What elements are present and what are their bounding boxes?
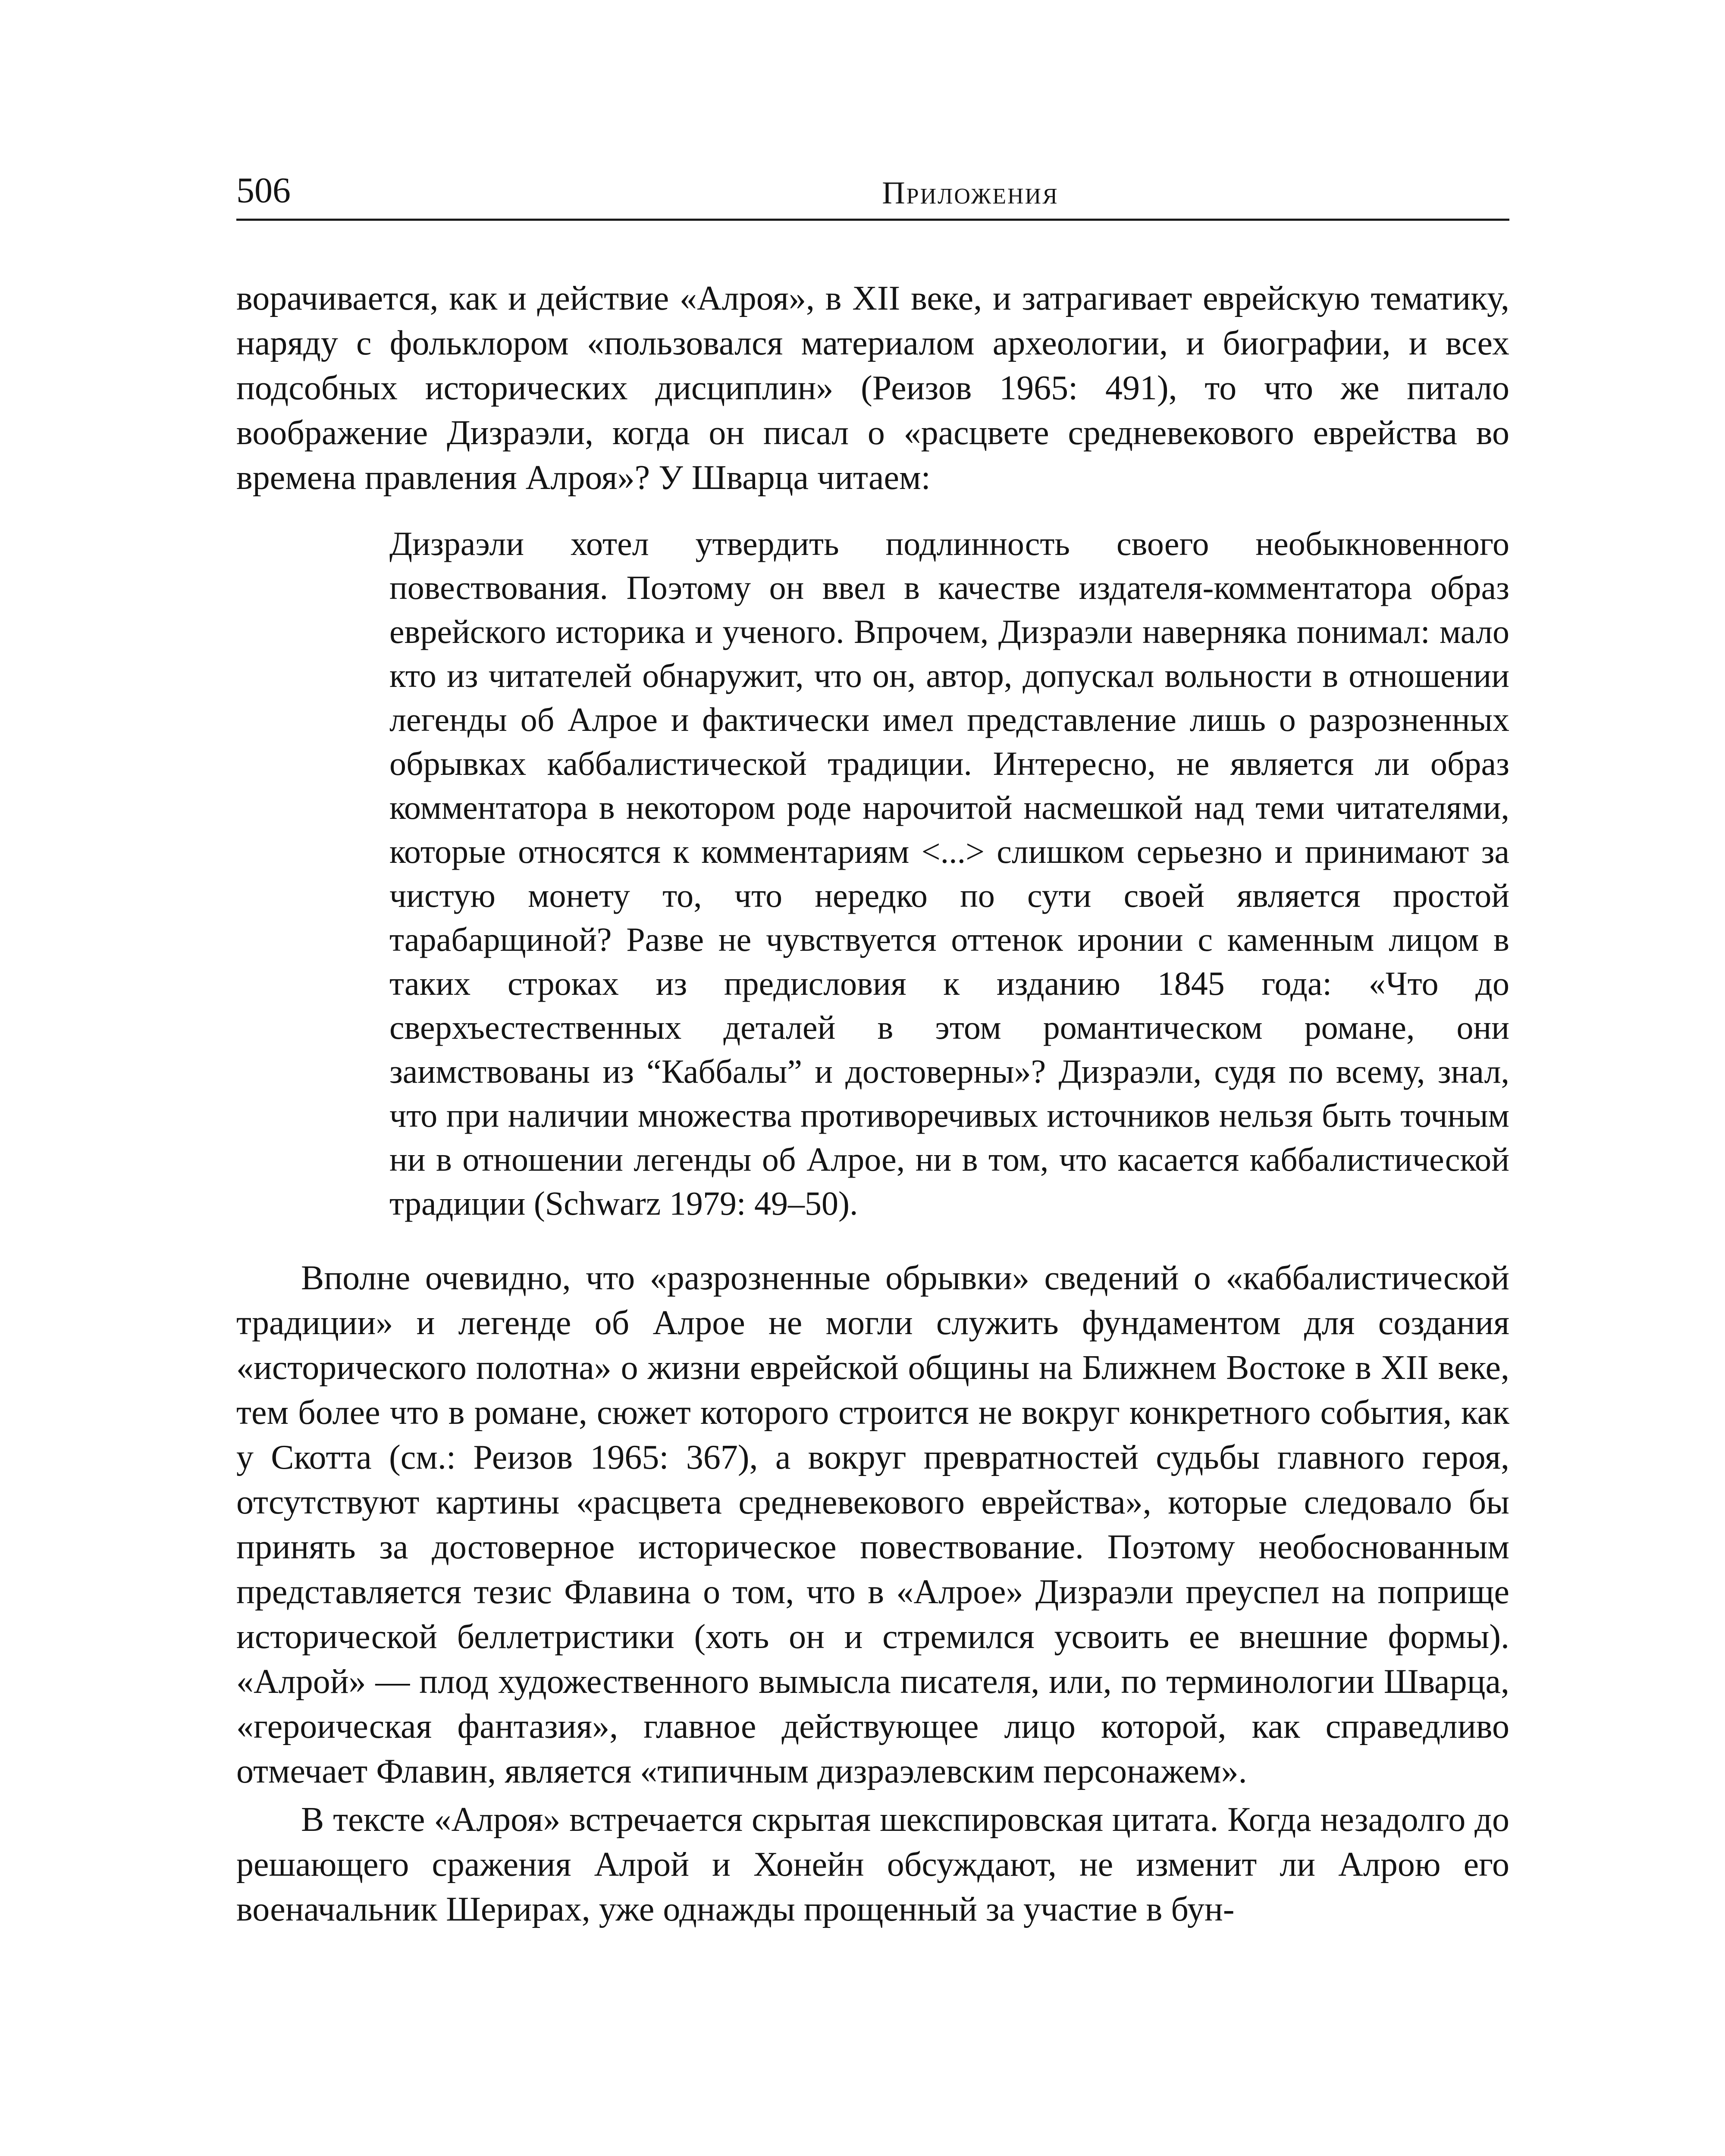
paragraph: В тексте «Алроя» встречается скрытая шекспировская цитата. Когда незадолго до решающего сражения Алрой и Хонейн обсуждают, не изменит ли Алрою его военачальник Шерирах, уже однажды прощенный за участие в бун- [236,1801,1509,1928]
block-quote: Дизраэли хотел утвердить подлинность своего необыкновенного повествования. Поэтому он ввел в качестве издателя-комментатора образ еврейского историка и ученого. Впрочем, Дизраэли наверняка понимал: мало кто из читателей обнаружит, что он, автор, допускал вольности в отношении легенды об Алрое и фактически имел представление лишь о разрозненных обрывках каббалистической традиции. Интересно, не является ли образ комментатора в некотором роде нарочитой насмешкой над теми читателями, которые относятся к комментариям <...> слишком серьезно и принимают за чистую монету то, что нередко по сути своей является простой тарабарщиной? Разве не чувствуется оттенок иронии с каменным лицом в таких строках из предисловия к изданию 1845 года: «Что до сверхъестественных деталей в этом романтическом романе, они заимствованы из “Каббалы” и достоверны»? Дизраэли, судя по всему, знал, что при наличии множества противоречивых источников нельзя быть точным ни в отношении легенды об Алрое, ни в том, что касается каббалистической традиции (Schwarz 1979: 49–50). [389,525,1509,1222]
paragraph: Вполне очевидно, что «разрозненные обрывки» сведений о «каббалистической традиции» и легенде об Алрое не могли служить фундаментом для создания «исторического полотна» о жизни еврейской общины на Ближнем Востоке в XII веке, тем более что в романе, сюжет которого строится не вокруг конкретного события, как у Скотта (см.: Реизов 1965: 367), а вокруг превратностей судьбы главного героя, отсутствуют картины «расцвета средневекового еврейства», которые следовало бы принять за достоверное историческое повествование. Поэтому необоснованным представляется тезис Флавина о том, что в «Алрое» Дизраэли преуспел на поприще исторической беллетристики (хоть он и стремился усвоить ее внешние формы). «Алрой» — плод художественного вымысла писателя, или, по терминологии Шварца, «героическая фантазия», главное действующее лицо которой, как справедливо отмечает Флавин, является «типичным дизраэлевским персонажем». [236,1259,1509,1790]
paragraph-continued: ворачивается, как и действие «Алроя», в XII веке, и затрагивает еврейскую тематику, наряду с фольклором «пользовался материалом археологии, и биографии, и всех подсобных исторических дисциплин» (Реизов 1965: 491), то что же питало воображение Дизраэли, когда он писал о «расцвете средневекового еврейства во времена правления Алроя»? У Шварца читаем: [236,279,1509,497]
header-divider [236,219,1509,221]
running-title: Приложения [882,175,1059,211]
page-number: 506 [236,170,291,210]
page-body [236,276,1509,1932]
